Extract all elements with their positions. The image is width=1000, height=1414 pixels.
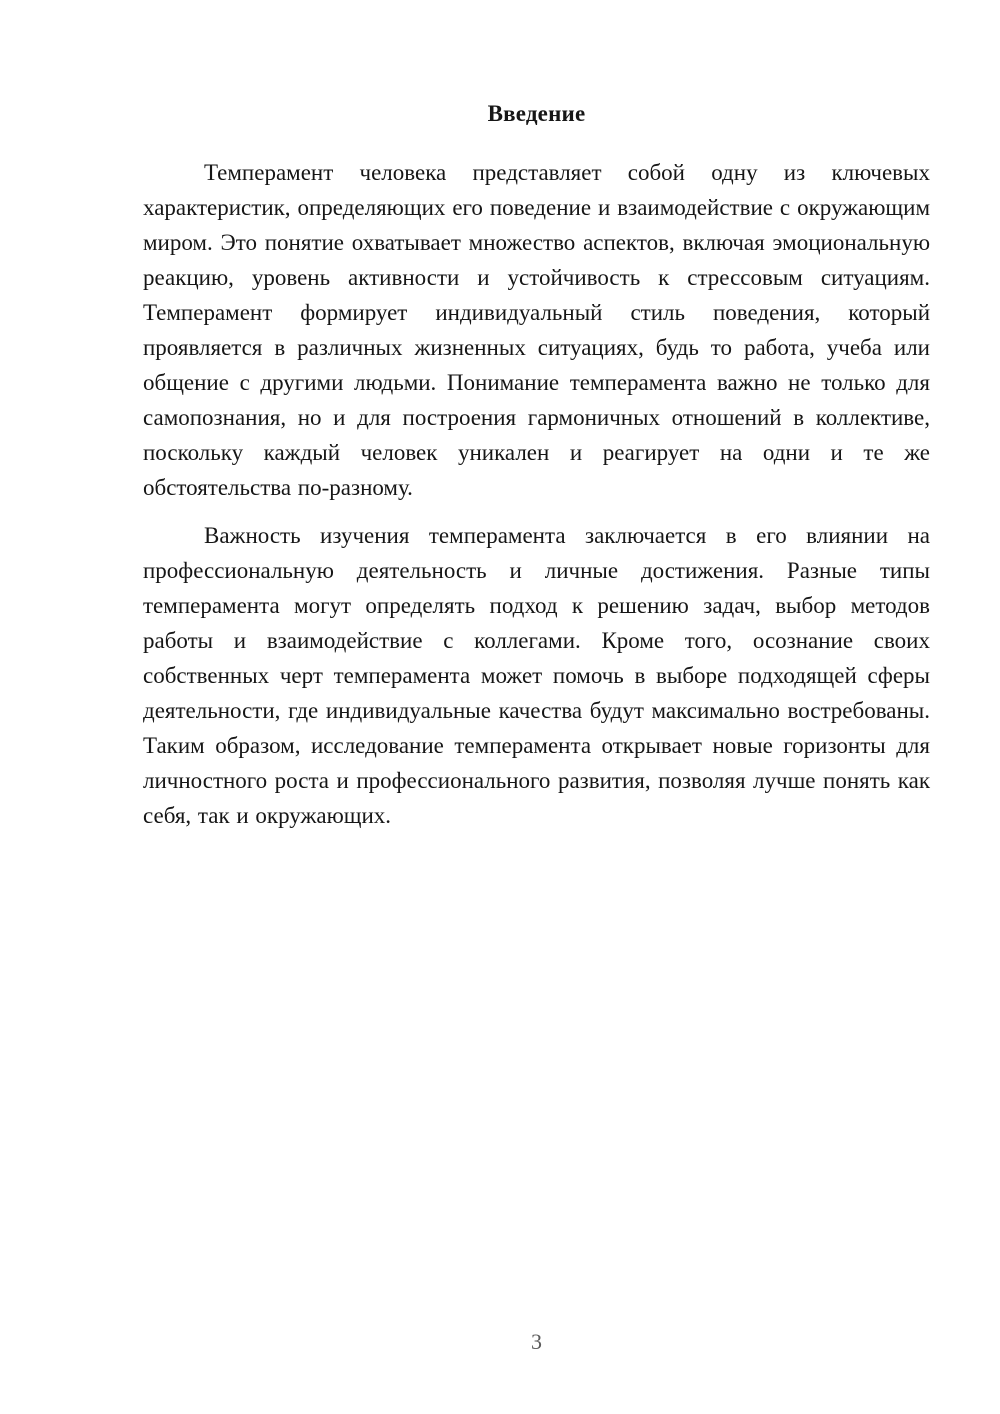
paragraph-2: Важность изучения темперамента заключается в его влиянии на профессиональную деятельность и личные достижения. Разные типы темперамента могут определять подход к решению задач, выбор методов работы и взаимодействие с коллегами. Кроме того, осознание своих собственных черт темперамента может помочь в выборе подходящей сферы деятельности, где индивидуальные качества будут максимально востребованы. Таким образом, исследование темперамента открывает новые горизонты для личностного роста и профессионального развития, позволяя лучше понять как себя, так и окружающих. [143,523,930,828]
page-number: 3 [531,1329,542,1354]
paragraph-1: Темперамент человека представляет собой одну из ключевых характеристик, определяющих его поведение и взаимодействие с окружающим миром. Это понятие охватывает множество аспектов, включая эмоциональную реакцию, уровень активности и устойчивость к стрессовым ситуациям. Темперамент формирует индивидуальный стиль поведения, который проявляется в различных жизненных ситуациях, будь то работа, учеба или общение с другими людьми. Понимание темперамента важно не только для самопознания, но и для построения гармоничных отношений в коллективе, поскольку каждый человек уникален и реагирует на одни и те же обстоятельства по-разному. [143,160,930,500]
section-title: Введение [487,101,586,126]
